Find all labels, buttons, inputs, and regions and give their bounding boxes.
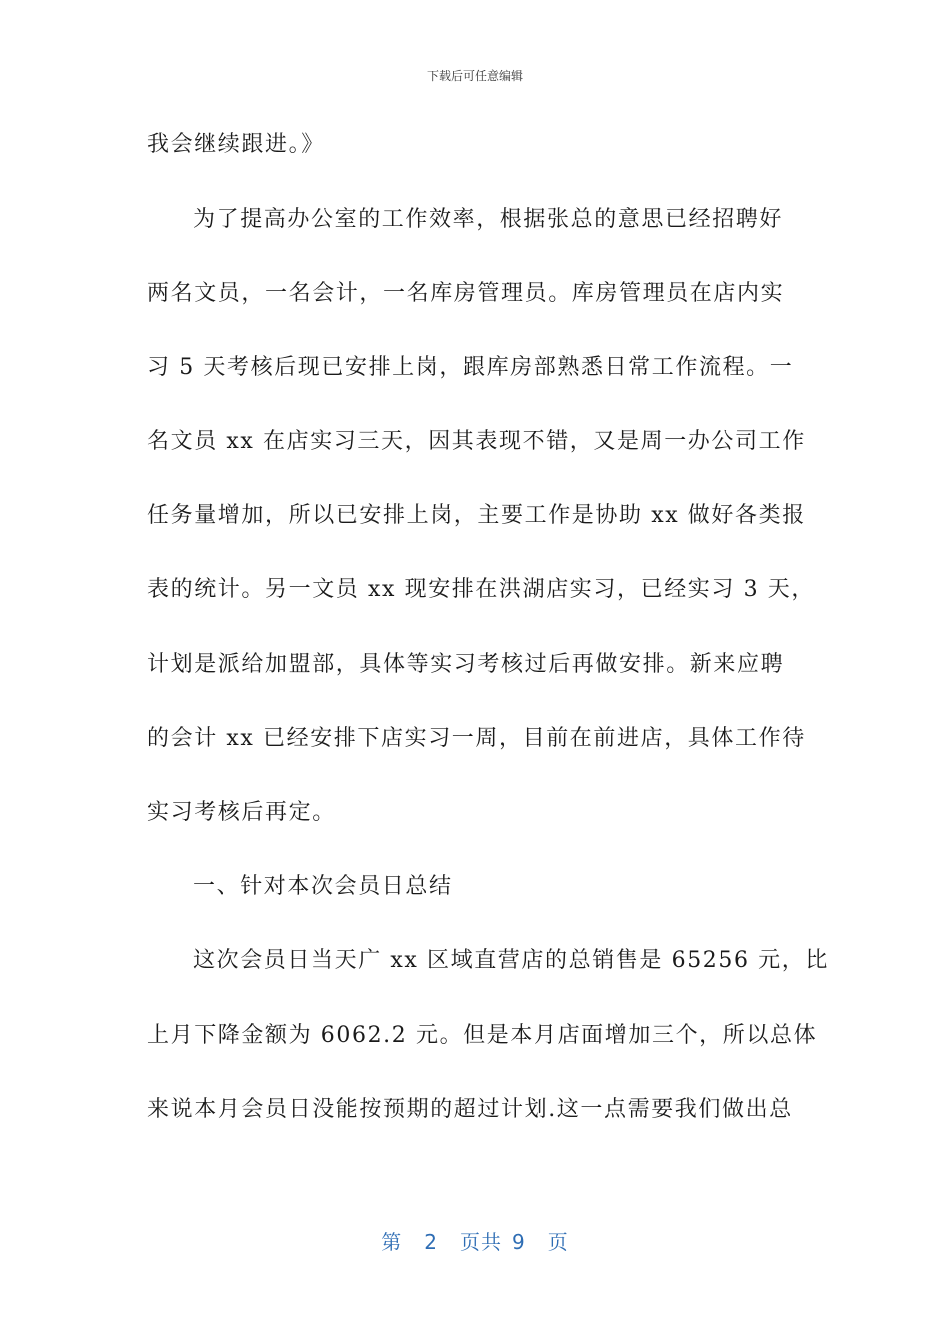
page-suffix: 页 (547, 1230, 569, 1254)
text-line: 的会计 xx 已经安排下店实习一周，目前在前进店，具体工作待 (147, 726, 806, 751)
text-line: 名文员 xx 在店实习三天，因其表现不错，又是周一办公司工作 (147, 429, 806, 454)
text-line: 任务量增加，所以已安排上岗，主要工作是协助 xx 做好各类报 (147, 503, 806, 528)
text-line: 这次会员日当天广 xx 区域直营店的总销售是 65256 元，比 (193, 948, 829, 973)
text-line: 习 5 天考核后现已安排上岗，跟库房部熟悉日常工作流程。一 (147, 355, 794, 380)
page-prefix: 第 (381, 1230, 403, 1254)
text-line: 为了提高办公室的工作效率，根据张总的意思已经招聘好 (193, 207, 784, 232)
total-pages-number: 9 (512, 1230, 526, 1254)
page-mid: 页共 (460, 1230, 502, 1254)
text-line: 计划是派给加盟部，具体等实习考核过后再做安排。新来应聘 (147, 652, 785, 677)
text-line: 来说本月会员日没能按预期的超过计划.这一点需要我们做出总 (147, 1097, 793, 1122)
text-line: 表的统计。另一文员 xx 现安排在洪湖店实习，已经实习 3 天， (147, 577, 815, 602)
page-header: 下载后可任意编辑 (426, 69, 523, 83)
page-footer (0, 1226, 950, 1255)
current-page-number: 2 (424, 1230, 438, 1254)
text-line: 上月下降金额为 6062.2 元。但是本月店面增加三个，所以总体 (147, 1023, 818, 1048)
text-line: 实习考核后再定。 (147, 800, 336, 825)
text-line: 两名文员，一名会计，一名库房管理员。库房管理员在店内实 (147, 281, 785, 306)
section-heading: 一、针对本次会员日总结 (193, 874, 453, 899)
text-line: 我会继续跟进。》 (147, 132, 325, 157)
